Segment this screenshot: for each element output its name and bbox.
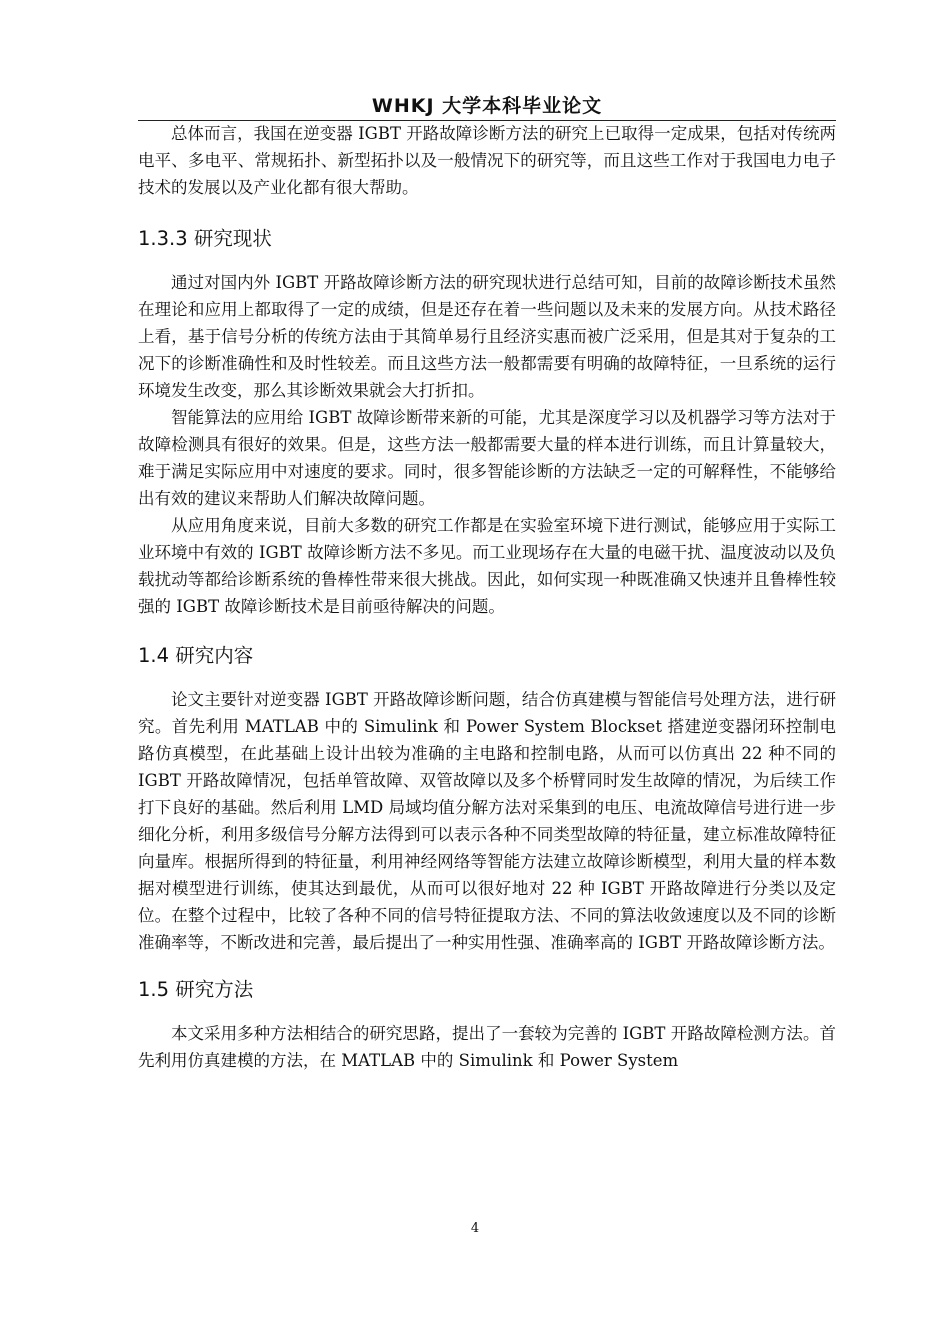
section-heading-1-5: 1.5 研究方法: [138, 978, 254, 1001]
body-paragraph: 本文采用多种方法相结合的研究思路，提出了一套较为完善的 IGBT 开路故障检测方法。首先利用仿真建模的方法，在 MATLAB 中的 Simulink 和 Power System: [138, 1024, 836, 1070]
page-number: 4: [470, 1221, 480, 1236]
body-paragraph: 论文主要针对逆变器 IGBT 开路故障诊断问题，结合仿真建模与智能信号处理方法，进行研究。首先利用 MATLAB 中的 Simulink 和 Power System Blockset 搭建逆变器闭环控制电路仿真模型，在此基础上设计出较为准确的主电路和控制电路，从而可以仿真出 22 种不同的 IGBT 开路故障情况，包括单管故障、双管故障以及多个桥臂同时发生故障的情况，为后续工作打下良好的基础。然后利用 LMD 局域均值分解方法对采集到的电压、电流故障信号进行进一步细化分析，利用多级信号分解方法得到可以表示各种不同类型故障的特征量，建立标准故障特征向量库。根据所得到的特征量，利用神经网络等智能方法建立故障诊断模型，利用大量的样本数据对模型进行训练，使其达到最优，从而可以很好地对 22 种 IGBT 开路故障进行分类以及定位。在整个过程中，比较了各种不同的信号特征提取方法、不同的算法收敛速度以及不同的诊断准确率等，不断改进和完善，最后提出了一种实用性强、准确率高的 IGBT 开路故障诊断方法。: [138, 690, 836, 952]
body-paragraph: 从应用角度来说，目前大多数的研究工作都是在实验室环境下进行测试，能够应用于实际工业环境中有效的 IGBT 故障诊断方法不多见。而工业现场存在大量的电磁干扰、温度波动以及负载扰动等都给诊断系统的鲁棒性带来很大挑战。因此，如何实现一种既准确又快速并且鲁棒性较强的 IGBT 故障诊断技术是目前亟待解决的问题。: [138, 516, 836, 616]
section-heading-1-3-3: 1.3.3 研究现状: [138, 227, 272, 250]
body-paragraph: 智能算法的应用给 IGBT 故障诊断带来新的可能，尤其是深度学习以及机器学习等方法对于故障检测具有很好的效果。但是，这些方法一般都需要大量的样本进行训练，而且计算量较大，难于满足实际应用中对速度的要求。同时，很多智能诊断的方法缺乏一定的可解释性，不能够给出有效的建议来帮助人们解决故障问题。: [138, 408, 836, 508]
running-header: WHKJ 大学本科毕业论文: [138, 92, 836, 121]
body-paragraph: 通过对国内外 IGBT 开路故障诊断方法的研究现状进行总结可知，目前的故障诊断技术虽然在理论和应用上都取得了一定的成绩，但是还存在着一些问题以及未来的发展方向。从技术路径上看，基于信号分析的传统方法由于其简单易行且经济实惠而被广泛采用，但是其对于复杂的工况下的诊断准确性和及时性较差。而且这些方法一般都需要有明确的故障特征，一旦系统的运行环境发生改变，那么其诊断效果就会大打折扣。: [138, 273, 836, 400]
section-heading-1-4: 1.4 研究内容: [138, 644, 254, 667]
page-content: [138, 120, 836, 1074]
intro-paragraph: 总体而言，我国在逆变器 IGBT 开路故障诊断方法的研究上已取得一定成果，包括对传统两电平、多电平、常规拓扑、新型拓扑以及一般情况下的研究等，而且这些工作对于我国电力电子技术的发展以及产业化都有很大帮助。: [138, 124, 836, 197]
